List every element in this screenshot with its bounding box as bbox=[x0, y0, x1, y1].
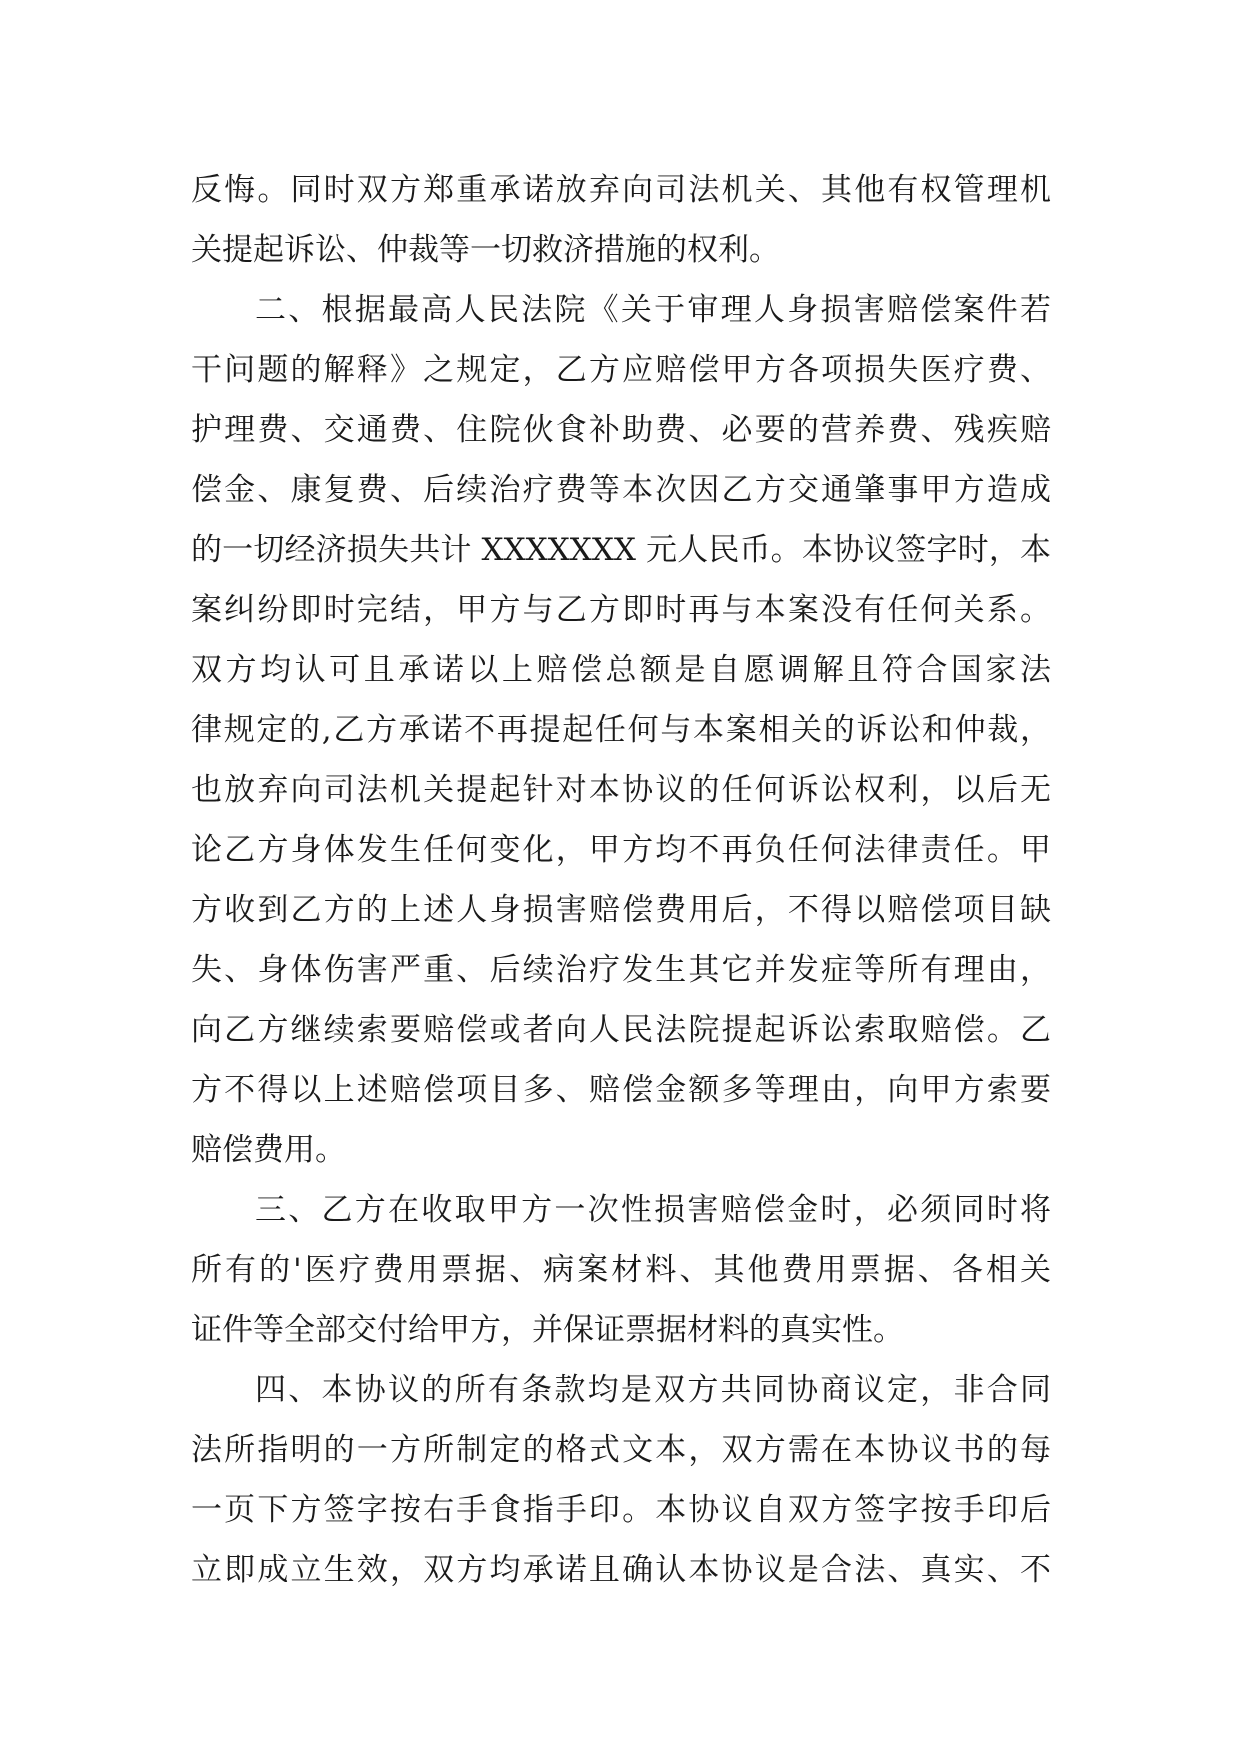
text-line: 二、根据最高人民法院《关于审理人身损害赔偿案件若 bbox=[255, 292, 1051, 328]
text-line: 证件等全部交付给甲方，并保证票据材料的真实性。 bbox=[191, 1312, 904, 1348]
text-line: 一页下方签字按右手食指手印。本协议自双方签字按手印后 bbox=[191, 1492, 1051, 1528]
text-line: 三、乙方在收取甲方一次性损害赔偿金时，必须同时将 bbox=[255, 1192, 1051, 1228]
text-line: 也放弃向司法机关提起针对本协议的任何诉讼权利，以后无 bbox=[191, 772, 1051, 808]
text-line: 法所指明的一方所制定的格式文本，双方需在本协议书的每 bbox=[191, 1432, 1051, 1468]
text-line: 案纠纷即时完结，甲方与乙方即时再与本案没有任何关系。 bbox=[191, 592, 1051, 628]
text-line: 双方均认可且承诺以上赔偿总额是自愿调解且符合国家法 bbox=[191, 652, 1051, 688]
text-line: 所有的'医疗费用票据、病案材料、其他费用票据、各相关 bbox=[191, 1252, 1051, 1288]
text-line: 律规定的,乙方承诺不再提起任何与本案相关的诉讼和仲裁， bbox=[191, 712, 1051, 748]
text-line: 赔偿费用。 bbox=[191, 1132, 346, 1168]
document-body bbox=[191, 160, 1051, 1600]
text-line: 反悔。同时双方郑重承诺放弃向司法机关、其他有权管理机 bbox=[191, 172, 1051, 208]
text-line: 的一切经济损失共计 XXXXXXX 元人民币。本协议签字时，本 bbox=[191, 532, 1051, 568]
text-line: 护理费、交通费、住院伙食补助费、必要的营养费、残疾赔 bbox=[191, 412, 1051, 448]
text-line: 立即成立生效，双方均承诺且确认本协议是合法、真实、不 bbox=[191, 1552, 1051, 1588]
text-line: 关提起诉讼、仲裁等一切救济措施的权利。 bbox=[191, 232, 780, 268]
text-line: 失、身体伤害严重、后续治疗发生其它并发症等所有理由， bbox=[191, 952, 1051, 988]
text-line: 干问题的解释》之规定，乙方应赔偿甲方各项损失医疗费、 bbox=[191, 352, 1051, 388]
text-line: 方收到乙方的上述人身损害赔偿费用后，不得以赔偿项目缺 bbox=[191, 892, 1051, 928]
text-line: 偿金、康复费、后续治疗费等本次因乙方交通肇事甲方造成 bbox=[191, 472, 1051, 508]
text-line: 向乙方继续索要赔偿或者向人民法院提起诉讼索取赔偿。乙 bbox=[191, 1012, 1051, 1048]
text-line: 方不得以上述赔偿项目多、赔偿金额多等理由，向甲方索要 bbox=[191, 1072, 1051, 1108]
text-line: 论乙方身体发生任何变化，甲方均不再负任何法律责任。甲 bbox=[191, 832, 1051, 868]
text-line: 四、本协议的所有条款均是双方共同协商议定，非合同 bbox=[255, 1372, 1051, 1408]
